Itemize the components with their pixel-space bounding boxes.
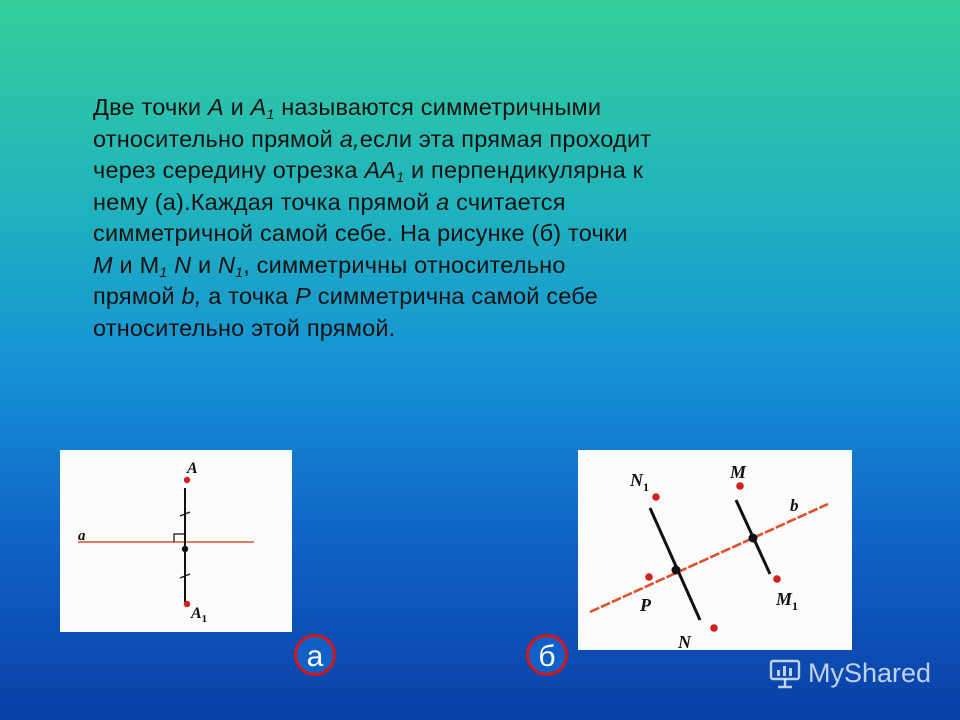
midpoint bbox=[182, 546, 188, 552]
intersection-NN1 bbox=[672, 566, 681, 575]
text-line-2: относительно прямой a,если эта прямая проходит bbox=[93, 125, 652, 152]
label-N1: $N_1$ bbox=[630, 470, 649, 494]
label-M: M bbox=[730, 462, 747, 482]
point-N bbox=[710, 624, 718, 632]
figure-b bbox=[578, 450, 852, 650]
figure-a bbox=[60, 450, 292, 632]
figure-b-drawing bbox=[578, 450, 852, 650]
figure-a-drawing bbox=[60, 450, 292, 632]
point-P bbox=[645, 573, 653, 581]
text-line-8: относительно этой прямой. bbox=[93, 314, 396, 341]
point-A bbox=[184, 477, 190, 483]
right-angle-mark bbox=[174, 534, 185, 542]
watermark-text: MyShared bbox=[808, 657, 932, 688]
text-line-7: прямой b, а точка P симметрична самой себе bbox=[93, 283, 598, 309]
label-N: N bbox=[678, 632, 691, 650]
presentation-icon bbox=[768, 656, 802, 690]
label-M1: $M_1$ bbox=[776, 589, 799, 613]
label-A1: $A_1$ bbox=[191, 605, 208, 625]
intersection-MM1 bbox=[749, 534, 758, 543]
point-M1 bbox=[773, 575, 781, 583]
label-b: b bbox=[790, 496, 799, 515]
line-b bbox=[590, 504, 828, 612]
text-line-1: Две точки A и $A_1$ называются симметричными bbox=[93, 94, 602, 122]
badge-b: б bbox=[526, 634, 568, 676]
point-A1 bbox=[184, 601, 190, 607]
definition-paragraph bbox=[93, 92, 813, 344]
segment-NN1 bbox=[650, 508, 700, 620]
label-a: a bbox=[78, 528, 86, 544]
label-A: A bbox=[187, 460, 198, 477]
watermark bbox=[768, 656, 931, 690]
badge-a: а bbox=[294, 634, 336, 676]
label-P: P bbox=[640, 595, 651, 615]
point-M bbox=[736, 482, 744, 490]
text-line-5: симметричной самой себе. На рисунке (б) точки bbox=[93, 220, 628, 246]
point-N1 bbox=[652, 493, 660, 501]
text-line-6: M и $M_1$ N и $N_1$, симметричны относительно bbox=[93, 251, 566, 280]
text-line-3: через середину отрезка $AA_1$ и перпендикулярна к bbox=[93, 157, 644, 185]
text-line-4: нему (а).Каждая точка прямой a считается bbox=[93, 188, 566, 215]
